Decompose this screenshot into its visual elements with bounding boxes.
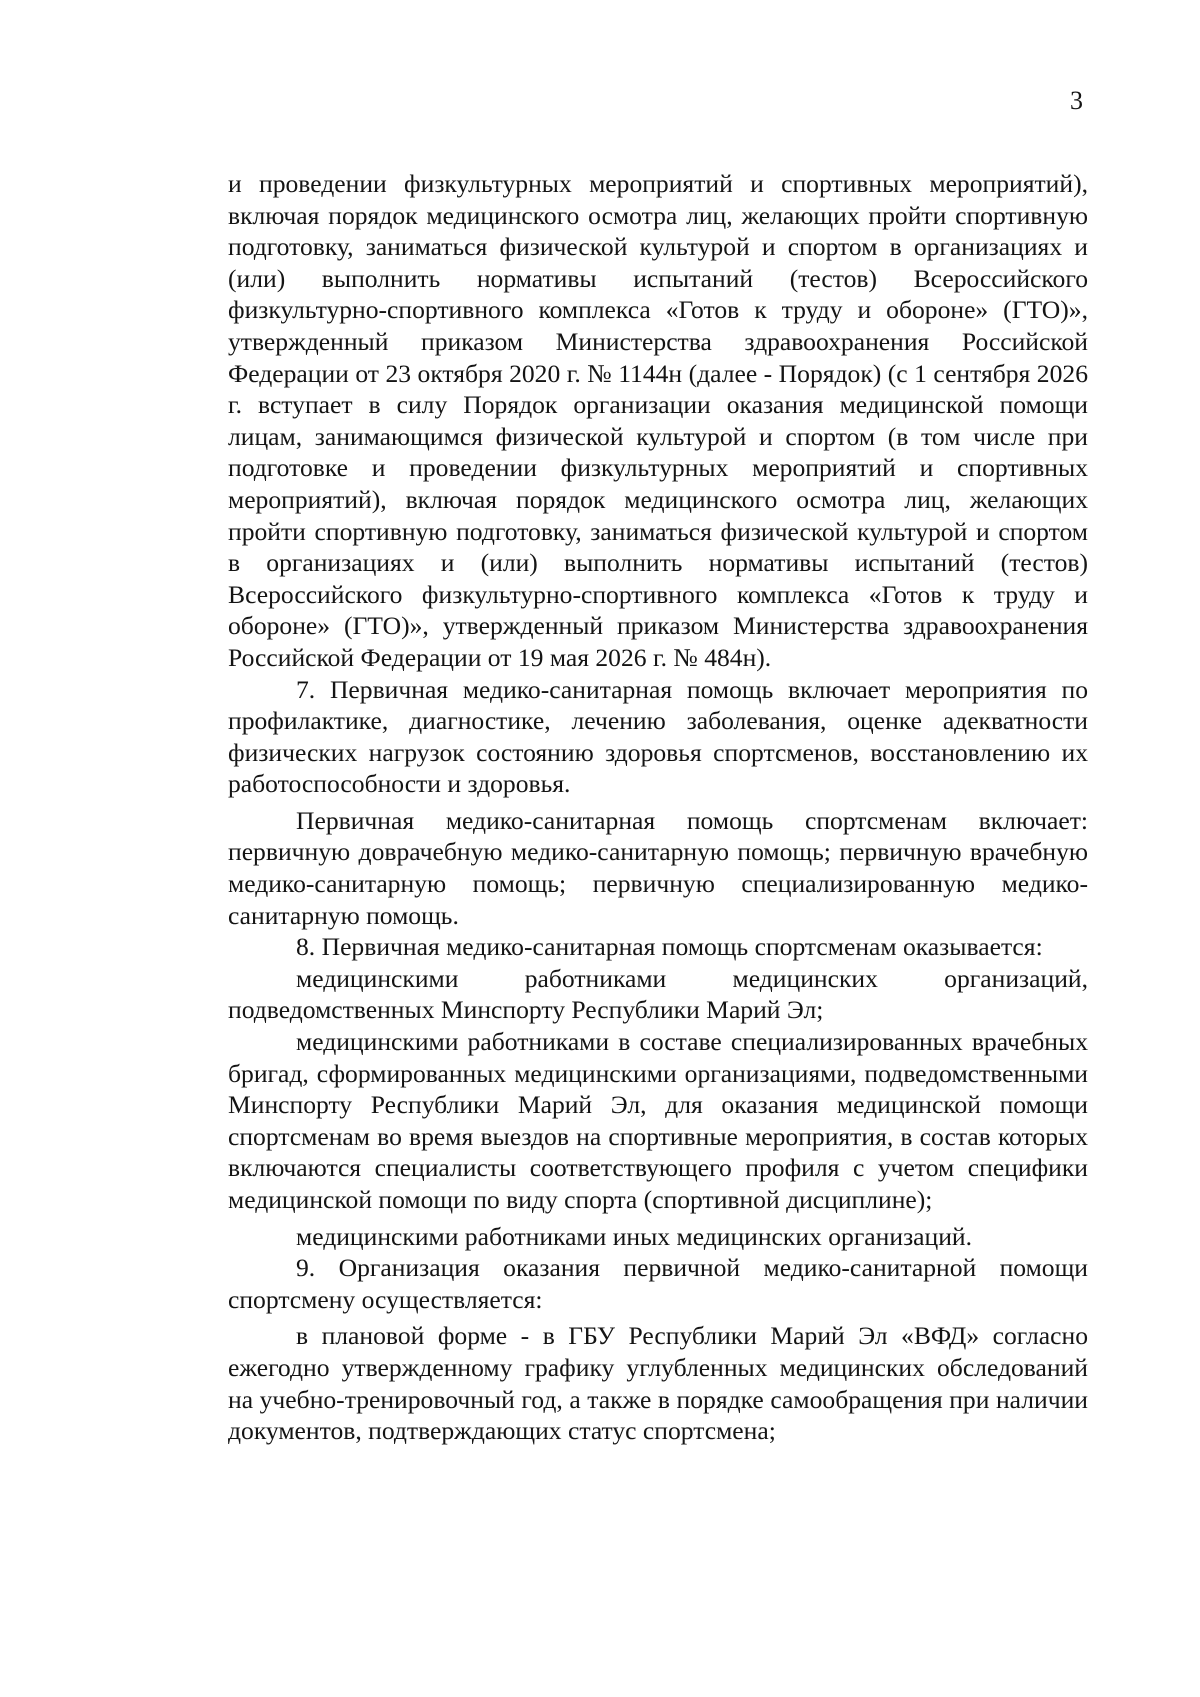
document-body bbox=[228, 168, 1088, 1447]
paragraph-specialized-brigades: медицинскими работниками в составе специализированных врачебных бригад, сформированных медицинскими организациями, подведомственными Минспорту Республики Марий Эл, для оказания медицинской помощи спортсменам во время выездов на спортивные мероприятия, в состав которых включаются специалисты соответствующего профиля с учетом специфики медицинской помощи по виду спорта (спортивной дисциплине); bbox=[228, 1027, 1088, 1214]
paragraph-subordinate-organizations: медицинскими работниками медицинских организаций, подведомственных Минспорту Республики Марий Эл; bbox=[228, 963, 1088, 1025]
paragraph-item-7: 7. Первичная медико-санитарная помощь включает мероприятия по профилактике, диагностике, лечению заболевания, оценке адекватности физических нагрузок состоянию здоровья спортсменов, восстановлению их работоспособности и здоровья. bbox=[228, 674, 1088, 799]
paragraph-item-9: 9. Организация оказания первичной медико-санитарной помощи спортсмену осуществляется: bbox=[228, 1253, 1088, 1314]
paragraph-planned-form: в плановой форме - в ГБУ Республики Марий Эл «ВФД» согласно ежегодно утвержденному графику углубленных медицинских обследований на учебно-тренировочный год, а также в порядке самообращения при наличии документов, подтверждающих статус спортсмена; bbox=[228, 1321, 1088, 1446]
paragraph-continuation: и проведении физкультурных мероприятий и спортивных мероприятий), включая порядок медицинского осмотра лиц, желающих пройти спортивную подготовку, заниматься физической культурой и спортом в организациях и (или) выполнить нормативы испытаний (тестов) Всероссийского физкультурно-спортивного комплекса «Готов к труду и обороне» (ГТО)», утвержденный приказом Министерства здравоохранения Российской Федерации от 23 октября 2020 г. № 1144н (далее - Порядок) (с 1 сентября 2026 г. вступает в силу Порядок организации оказания медицинской помощи лицам, занимающимся физической культурой и спортом (в том числе при подготовке и проведении физкультурных мероприятий и спортивных мероприятий), включая порядок медицинского осмотра лиц, желающих пройти спортивную подготовку, заниматься физической культурой и спортом в организациях и (или) выполнить нормативы испытаний (тестов) Всероссийского физкультурно-спортивного комплекса «Готов к труду и обороне» (ГТО)», утвержденный приказом Министерства здравоохранения Российской Федерации от 19 мая 2026 г. № 484н). bbox=[228, 169, 1088, 672]
paragraph-item-8: 8. Первичная медико-санитарная помощь спортсменам оказывается: bbox=[296, 932, 1043, 962]
paragraph-primary-care-includes: Первичная медико-санитарная помощь спортсменам включает: первичную доврачебную медико-санитарную помощь; первичную врачебную медико-санитарную помощь; первичную специализированную медико-санитарную помощь. bbox=[228, 805, 1088, 930]
page-number: 3 bbox=[1070, 86, 1083, 115]
paragraph-other-organizations: медицинскими работниками иных медицинских организаций. bbox=[296, 1221, 973, 1251]
